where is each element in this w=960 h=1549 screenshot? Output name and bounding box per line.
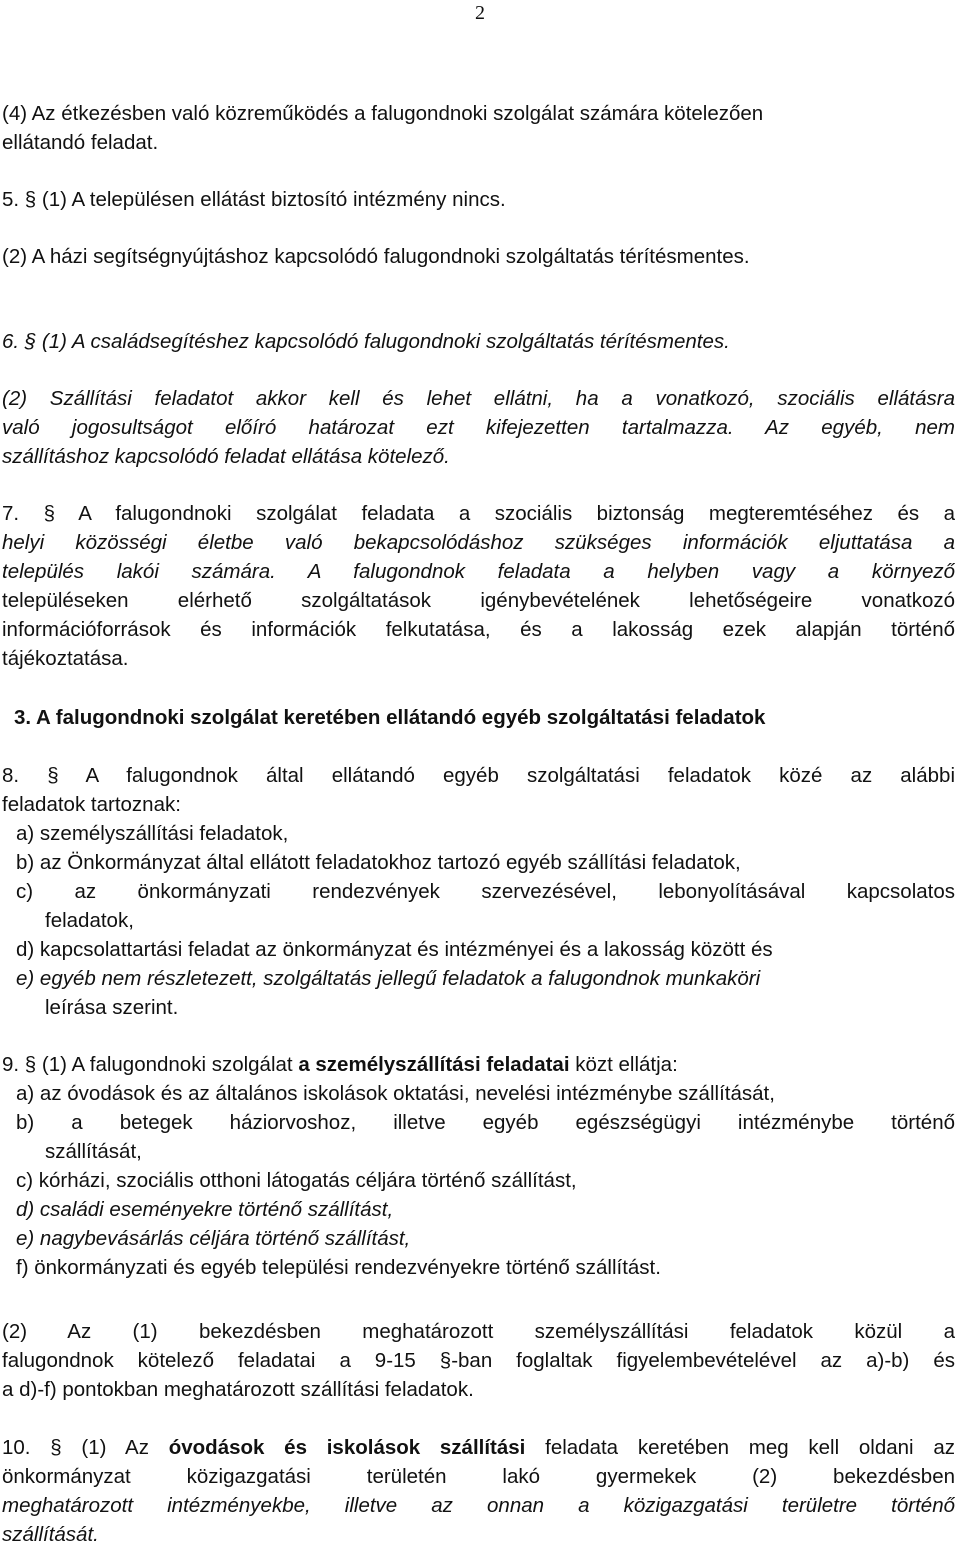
list-item: f) önkormányzati és egyéb települési rendezvényekre történő szállítást. [16,1256,661,1279]
list-item: e) nagybevásárlás céljára történő szállítást, [16,1227,411,1250]
paragraph-line: ellátandó feladat. [2,131,159,154]
section-10-line [2,1434,955,1462]
list-item: b) az Önkormányzat által ellátott feladatokhoz tartozó egyéb szállítási feladatok, [16,851,741,874]
list-item-continuation: leírása szerint. [45,996,179,1019]
section-7-line: település lakói számára. A falugondnok feladata a helyben vagy a környező [2,560,955,583]
list-item: c) kórházi, szociális otthoni látogatás céljára történő szállítást, [16,1169,577,1192]
section-8-line: 8. § A falugondnok által ellátandó egyéb szolgáltatási feladatok közé az alábbi [2,764,955,787]
section-7-line: településeken elérhető szolgáltatások igénybevételének lehetőségeire vonatkozó [2,589,955,612]
section-9-2-line: falugondnok kötelező feladatai a 9-15 §-ban foglaltak figyelembevételével az a)-b) és [2,1349,955,1372]
list-item: d) kapcsolattartási feladat az önkormányzat és intézményei és a lakosság között és [16,938,773,961]
section-7-line: helyi közösségi életbe való bekapcsolódáshoz szükséges információk eljuttatása a [2,531,955,554]
section-10-bold-text: óvodások és iskolások szállítási [168,1436,526,1459]
section-6-line: szállításhoz kapcsolódó feladat ellátása kötelező. [2,445,450,468]
section-5-line: 5. § (1) A településen ellátást biztosító intézmény nincs. [2,188,506,211]
section-9-2-line: (2) Az (1) bekezdésben meghatározott személyszállítási feladatok közül a [2,1320,955,1343]
section-8-line: feladatok tartoznak: [2,793,181,816]
page-number: 2 [475,2,485,24]
section-7-line: 7. § A falugondnoki szolgálat feladata a szociális biztonság megteremtéséhez és a [2,502,955,525]
section-9-text: közt ellátja: [569,1053,678,1076]
list-item-continuation: feladatok, [45,909,134,932]
list-item: a) az óvodások és az általános iskolások oktatási, nevelési intézménybe szállítását, [16,1082,775,1105]
section-9-bold-text: a személyszállítási feladatai [298,1053,570,1076]
list-item: d) családi eseményekre történő szállítást, [16,1198,394,1221]
section-6-line: 6. § (1) A családsegítéshez kapcsolódó falugondnoki szolgáltatás térítésmentes. [2,330,730,353]
section-5-line: (2) A házi segítségnyújtáshoz kapcsolódó falugondnoki szolgáltatás térítésmentes. [2,245,750,268]
list-item: b) a betegek háziorvoshoz, illetve egyéb egészségügyi intézménybe történő [16,1111,955,1134]
list-item: c) az önkormányzati rendezvények szervezésével, lebonyolításával kapcsolatos [16,880,955,903]
section-9-line [2,1051,955,1079]
section-10-line: meghatározott intézményekbe, illetve az onnan a közigazgatási területre történő [2,1494,955,1517]
list-item: a) személyszállítási feladatok, [16,822,289,845]
section-7-line: információforrások és információk felkutatása, és a lakosság ezek alapján történő [2,618,955,641]
section-7-line: tájékoztatása. [2,647,129,670]
list-item-continuation: szállítását, [45,1140,142,1163]
chapter-heading: 3. A falugondnoki szolgálat keretében ellátandó egyéb szolgáltatási feladatok [14,706,766,729]
list-item: e) egyéb nem részletezett, szolgáltatás jellegű feladatok a falugondnok munkaköri [16,967,761,990]
section-6-line: való jogosultságot előíró határozat ezt kifejezetten tartalmazza. Az egyéb, nem [2,416,955,439]
section-10-text: feladata keretében meg kell oldani az [525,1436,955,1459]
section-10-line: önkormányzat közigazgatási területén lakó gyermekek (2) bekezdésben [2,1465,955,1488]
section-6-line: (2) Szállítási feladatot akkor kell és lehet ellátni, ha a vonatkozó, szociális ellátásra [2,387,955,410]
section-9-text: 9. § (1) A falugondnoki szolgálat [2,1053,299,1076]
section-10-line: szállítását. [2,1523,99,1546]
paragraph-line: (4) Az étkezésben való közreműködés a falugondnoki szolgálat számára kötelezően [2,102,764,125]
section-10-text: 10. § (1) Az [2,1436,169,1459]
section-9-2-line: a d)-f) pontokban meghatározott szállítási feladatok. [2,1378,474,1401]
